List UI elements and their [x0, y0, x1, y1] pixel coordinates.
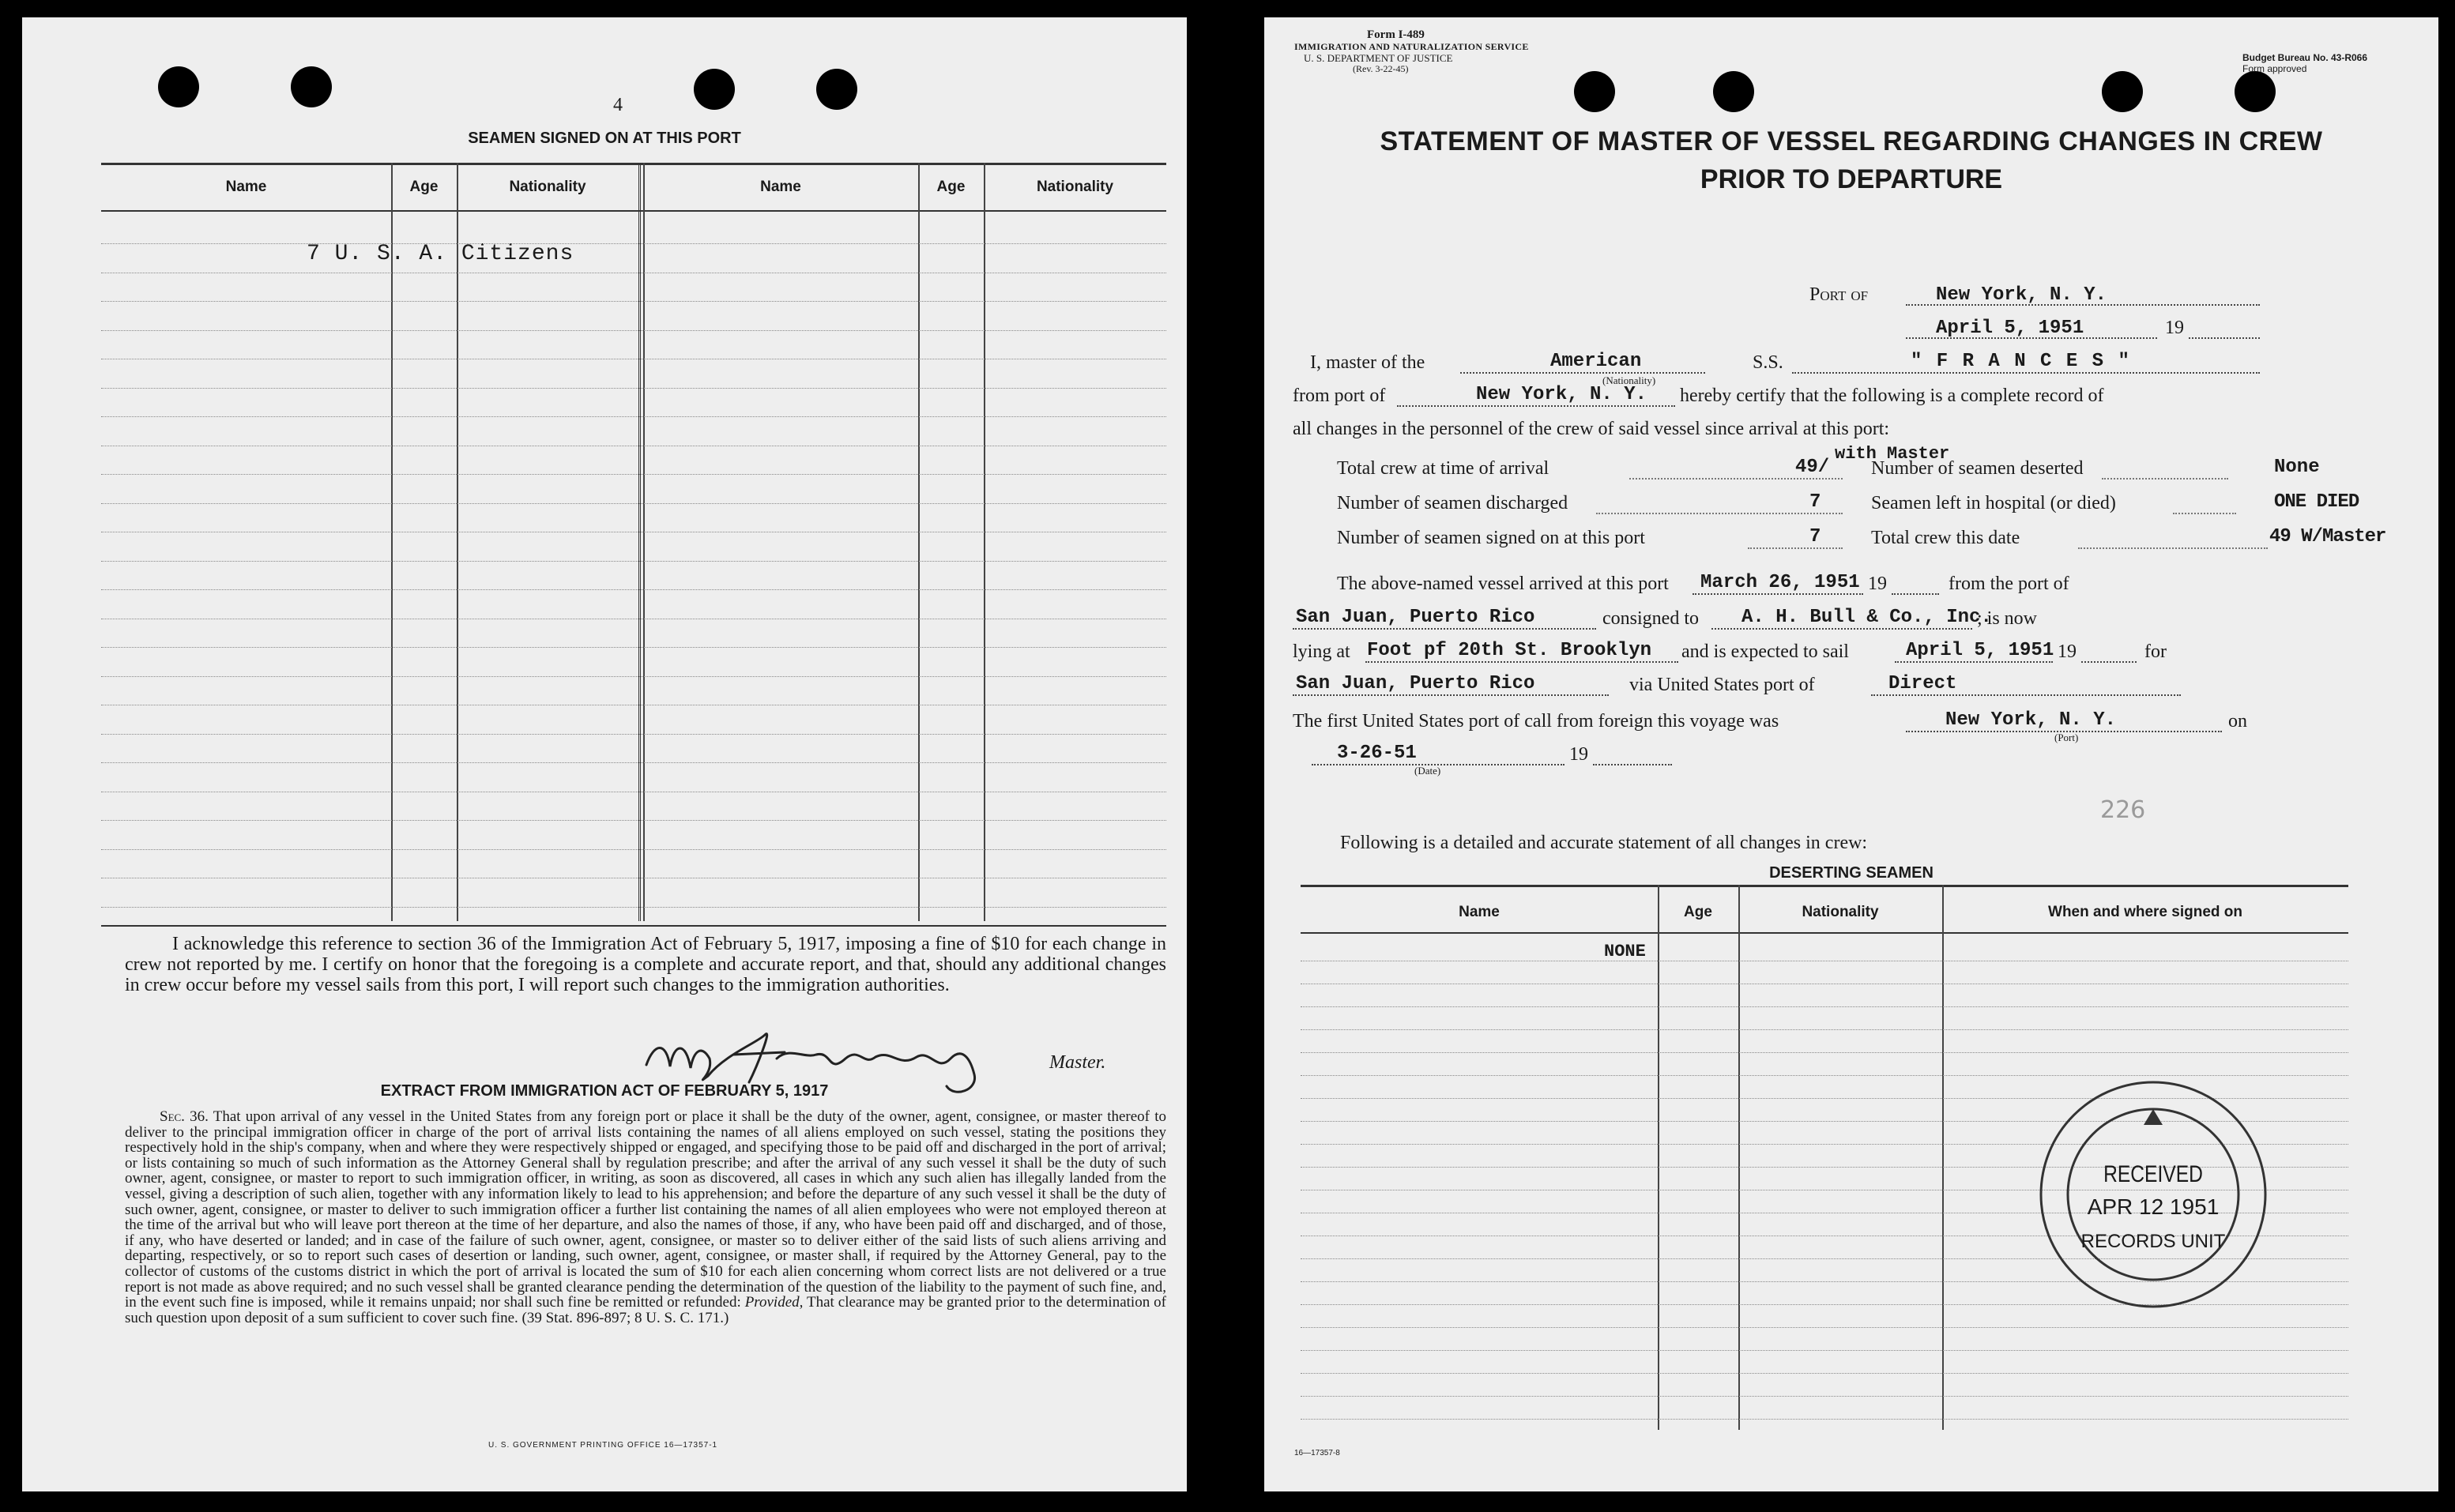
column-header: When and where signed on	[2048, 904, 2242, 920]
year-prefix: 19	[2058, 641, 2077, 662]
year-prefix: 19	[1868, 574, 1887, 594]
from-port-value: New York, N. Y.	[1476, 384, 1647, 405]
punch-hole	[816, 69, 857, 110]
date-value: April 5, 1951	[1936, 318, 2084, 339]
none-entry: NONE	[1604, 942, 1646, 961]
form-title-line-2: PRIOR TO DEPARTURE	[1700, 164, 2003, 194]
handwritten-number: 226	[2100, 796, 2146, 824]
master-of-label: I, master of the	[1310, 352, 1425, 373]
extract-text: That upon arrival of any vessel in the United States from any foreign port or place it shall be the duty of the owner, agent, consignee, or master thereof to deliver to the principal immigration officer in charge of the port of arrival lists containing the names of all aliens employed on such vessel, stating the positions they respectively hold in the ship's company, when and where they were respectively shipped or engaged, and specifying those to be paid off and discharged in the port of arrival; or lists containing so much of such information as the Attorney General shall by regulation prescribe; and after the arrival of any such vessel it shall be the duty of such owner, agent, consignee, or master to report to such immigration officer, in writing, as soon as discovered, all cases in which any such alien has illegally landed from the vessel, giving a description of such alien, together with any information likely to lead to his apprehension; and before the departure of any such vessel it shall be the duty of such owner, agent, consignee, or master to deliver to such immigration officer a further list containing the names of all alien employees who were not employed thereon at the time of the arrival but who will leave port thereon at the time of her departure, and also the names of those, if any, who have been paid off and discharged, and of those, if any, who have deserted or landed; and in case of the failure of such owner, agent, consignee, or master so to deliver either of the said lists of such aliens arriving and departing, respectively, or so to report such cases of desertion or landing, such owner, agent, consignee, or master shall, if required by the Attorney General, pay to the collector of customs of the customs district in which the port of arrival is located the sum of $10 for each alien concerning whom correct lists are not delivered or a true report is not made as above required; and no such vessel shall be granted clearance pending the determination of the question of the liability to the payment of such fine, and, in the event such fine is imposed, while it remains unpaid; nor shall such fine be remitted or refunded:	[125, 1108, 1166, 1311]
year-prefix: 19	[1569, 744, 1588, 765]
stat-label: Total crew this date	[1871, 528, 2020, 548]
stamp-date: APR 12 1951	[2087, 1194, 2220, 1219]
first-port-text: The first United States port of call from foreign this voyage was	[1293, 711, 1779, 732]
stamp-unit: RECORDS UNIT	[2080, 1231, 2226, 1252]
column-header: Name	[760, 179, 801, 195]
signed-on-table	[101, 163, 1166, 929]
column-header: Age	[936, 179, 966, 195]
printer-imprint: 16—17357-8	[1294, 1449, 1340, 1457]
stat-value: ONE DIED	[2274, 491, 2359, 513]
stat-label: Seamen left in hospital (or died)	[1871, 493, 2116, 513]
column-header: Nationality	[1802, 904, 1879, 920]
ship-name: " F R A N C E S "	[1911, 351, 2131, 372]
agency-line-2: U. S. DEPARTMENT OF JUSTICE	[1304, 52, 1453, 64]
consigned-to: consigned to	[1602, 608, 1699, 629]
form-number: Form I-489	[1367, 28, 1425, 41]
via-text: via United States port of	[1629, 675, 1815, 695]
port-label: Port of	[1809, 284, 1869, 305]
column-header: Age	[409, 179, 439, 195]
section-title: SEAMEN SIGNED ON AT THIS PORT	[468, 130, 741, 147]
acknowledgment: I acknowledge this reference to section 36 of the Immigration Act of February 5, 1917, imposing a fine of $10 for each change in crew not reported by me. I certify on honor that the foregoing is a complete and accurate report, and that, should any additional changes in crew occur before my vessel sails from this port, I will report such changes to the immigration authorities.	[125, 934, 1166, 995]
nationality-caption: (Nationality)	[1602, 374, 1656, 386]
punch-hole	[1574, 71, 1615, 112]
punch-hole	[2102, 71, 2143, 112]
arrived-text: The above-named vessel arrived at this port	[1337, 574, 1669, 594]
expected-text: and is expected to sail	[1681, 641, 1849, 662]
stat-label: Number of seamen signed on at this port	[1337, 528, 1645, 548]
left-page	[22, 17, 1187, 1491]
punch-hole	[694, 69, 735, 110]
year-prefix: 19	[2165, 318, 2184, 338]
date-short: 3-26-51	[1337, 743, 1417, 764]
on-label: on	[2228, 711, 2247, 732]
sail-value: April 5, 1951	[1906, 640, 2054, 661]
signed-on-entry: 7 U. S. A. Citizens	[307, 242, 574, 266]
stat-label: Total crew at time of arrival	[1337, 458, 1549, 479]
form-revision: (Rev. 3-22-45)	[1353, 63, 1409, 74]
port-caption: (Port)	[2054, 732, 2079, 743]
via-value: Direct	[1888, 673, 1957, 694]
destination-value: San Juan, Puerto Rico	[1296, 673, 1535, 694]
for-label: for	[2144, 641, 2167, 662]
stat-value: 49/	[1795, 457, 1830, 478]
ss-label: S.S.	[1753, 352, 1783, 373]
column-header: Nationality	[509, 179, 586, 195]
deserting-title: DESERTING SEAMEN	[1769, 864, 1934, 882]
nationality-value: American	[1550, 351, 1642, 372]
punch-hole	[1713, 71, 1754, 112]
date-caption: (Date)	[1414, 765, 1441, 777]
form-title-line-1: STATEMENT OF MASTER OF VESSEL REGARDING CHANGES IN CREW	[1380, 126, 2323, 156]
all-changes-text: all changes in the personnel of the crew of said vessel since arrival at this port:	[1293, 419, 1890, 439]
following-text: Following is a detailed and accurate statement of all changes in crew:	[1340, 833, 1868, 853]
port-value: New York, N. Y.	[1936, 284, 2107, 306]
page-number: 4	[613, 95, 623, 115]
punch-hole	[158, 66, 199, 107]
master-label: Master.	[1049, 1052, 1106, 1073]
received-stamp	[2035, 1076, 2272, 1313]
column-header: Nationality	[1036, 179, 1114, 195]
stat-value: 49 W/Master	[2269, 526, 2386, 547]
lying-value: Foot pf 20th St. Brooklyn	[1367, 640, 1652, 661]
stat-value: 7	[1809, 526, 1821, 547]
stat-label: Number of seamen deserted	[1871, 458, 2084, 479]
stat-value: 7	[1809, 491, 1821, 513]
printer-imprint: U. S. GOVERNMENT PRINTING OFFICE 16—17357-1	[488, 1441, 718, 1450]
stat-label: Number of seamen discharged	[1337, 493, 1568, 513]
is-now: ; is now	[1977, 608, 2038, 629]
punch-hole	[2235, 71, 2276, 112]
certify-text: hereby certify that the following is a complete record of	[1680, 386, 2104, 406]
first-port-value: New York, N. Y.	[1945, 709, 2117, 731]
extract-tail: That clearance may be granted prior to the determination of such question upon deposit of a sum sufficient to cover such fine. (39 Stat. 896-897; 8 U. S. C. 171.)	[125, 1294, 1166, 1326]
extract-provided: Provided,	[744, 1294, 804, 1311]
extract-body	[125, 1109, 1166, 1326]
consignee-value: A. H. Bull & Co., Inc.	[1741, 607, 1992, 628]
column-header: Name	[225, 179, 267, 195]
extract-title: EXTRACT FROM IMMIGRATION ACT OF FEBRUARY 5, 1917	[380, 1082, 829, 1100]
extract-section: Sec. 36.	[160, 1108, 209, 1125]
agency-line-1: IMMIGRATION AND NATURALIZATION SERVICE	[1294, 41, 1529, 52]
stat-value: None	[2274, 457, 2320, 478]
form-approved: Form approved	[2242, 63, 2307, 74]
with-master-note: with Master	[1835, 444, 1950, 464]
lying-at: lying at	[1293, 641, 1350, 662]
column-header: Age	[1684, 904, 1712, 920]
column-header: Name	[1459, 904, 1500, 920]
from-the-port-of: from the port of	[1949, 574, 2069, 594]
stamp-received: RECEIVED	[2103, 1161, 2203, 1187]
right-page	[1264, 17, 2438, 1491]
origin-value: San Juan, Puerto Rico	[1296, 607, 1535, 628]
budget-bureau: Budget Bureau No. 43-R066	[2242, 52, 2368, 63]
from-port-label: from port of	[1293, 386, 1386, 406]
arrived-value: March 26, 1951	[1700, 572, 1860, 593]
punch-hole	[291, 66, 332, 107]
